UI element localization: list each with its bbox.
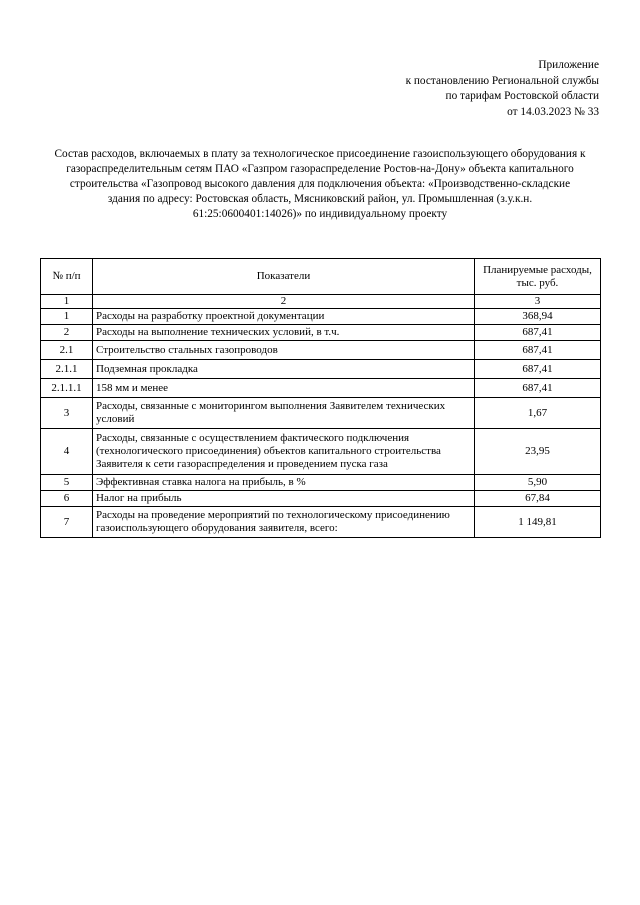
appendix-line: по тарифам Ростовской области	[445, 90, 599, 102]
row-number: 3	[41, 398, 93, 429]
row-label: Расходы на разработку проектной документации	[93, 309, 475, 325]
row-value: 687,41	[475, 325, 601, 341]
row-label: Расходы, связанные с осуществлением фактического подключения (технологического присоединения) объектов капитального строительства Заявителя к сети газораспределения и проведением пуска газа	[93, 429, 475, 475]
row-number: 4	[41, 429, 93, 475]
document-title	[40, 147, 600, 222]
table-header-row	[41, 259, 601, 295]
column-number: 1	[41, 295, 93, 309]
table-row	[41, 360, 601, 379]
title-line: 61:25:0600401:14026)» по индивидуальному проекту	[192, 208, 448, 220]
column-number: 2	[93, 295, 475, 309]
row-number: 7	[41, 507, 93, 538]
row-value: 1,67	[475, 398, 601, 429]
row-number: 2.1.1.1	[41, 379, 93, 398]
table-row	[41, 429, 601, 475]
row-value: 368,94	[475, 309, 601, 325]
table-row	[41, 379, 601, 398]
appendix-header	[406, 58, 599, 120]
table-row	[41, 398, 601, 429]
row-label: Налог на прибыль	[93, 491, 475, 507]
column-numbers-row	[41, 295, 601, 309]
title-line: Состав расходов, включаемых в плату за технологическое присоединение газоиспользующего оборудования к	[54, 148, 586, 160]
title-line: газораспределительным сетям ПАО «Газпром газораспределение Ростов-на-Дону» объекта капитального	[66, 163, 574, 175]
row-number: 2	[41, 325, 93, 341]
row-value: 687,41	[475, 341, 601, 360]
row-value: 67,84	[475, 491, 601, 507]
row-number: 2.1.1	[41, 360, 93, 379]
row-label: Расходы на выполнение технических условий, в т.ч.	[93, 325, 475, 341]
row-value: 687,41	[475, 379, 601, 398]
row-label: Расходы, связанные с мониторингом выполнения Заявителем технических условий	[93, 398, 475, 429]
row-value: 687,41	[475, 360, 601, 379]
row-value: 1 149,81	[475, 507, 601, 538]
table-row	[41, 491, 601, 507]
row-number: 2.1	[41, 341, 93, 360]
appendix-line: к постановлению Региональной службы	[405, 74, 599, 87]
table-row	[41, 507, 601, 538]
title-line: строительства «Газопровод высокого давления для подключения объекта: «Производственно-складские	[69, 178, 571, 190]
header-number: № п/п	[41, 259, 93, 295]
row-label: Расходы на проведение мероприятий по технологическому присоединению газоиспользующего оборудования заявителя, всего:	[93, 507, 475, 538]
column-number: 3	[475, 295, 601, 309]
table-row	[41, 309, 601, 325]
row-number: 5	[41, 475, 93, 491]
table-row	[41, 475, 601, 491]
table-row	[41, 341, 601, 360]
row-number: 1	[41, 309, 93, 325]
table-row	[41, 325, 601, 341]
title-line: здания по адресу: Ростовская область, Мясниковский район, ул. Промышленная (з.у.к.н.	[107, 193, 533, 205]
row-label: 158 мм и менее	[93, 379, 475, 398]
row-value: 23,95	[475, 429, 601, 475]
row-label: Строительство стальных газопроводов	[93, 341, 475, 360]
appendix-line: от 14.03.2023 № 33	[507, 105, 599, 118]
header-planned-expenses: Планируемые расходы, тыс. руб.	[475, 259, 601, 295]
row-label: Подземная прокладка	[93, 360, 475, 379]
expenses-table	[40, 258, 601, 538]
row-value: 5,90	[475, 475, 601, 491]
row-number: 6	[41, 491, 93, 507]
row-label: Эффективная ставка налога на прибыль, в %	[93, 475, 475, 491]
appendix-line: Приложение	[538, 59, 599, 71]
header-indicator: Показатели	[93, 259, 475, 295]
